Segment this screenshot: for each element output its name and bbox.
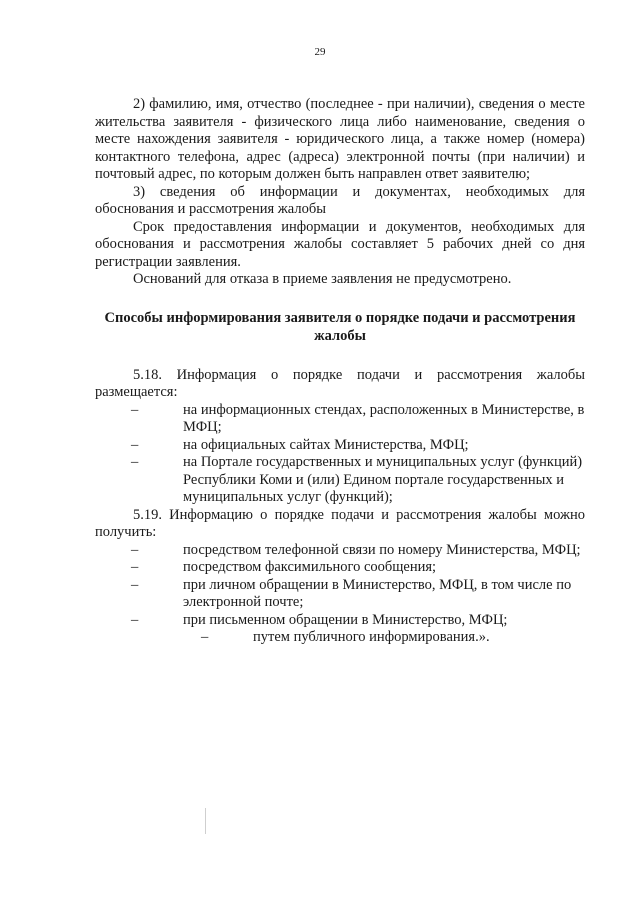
- list-item-text: на Портале государственных и муниципальных услуг (функций) Республики Коми и (или) Едином портале государственных и муниципальных услуг (функций);: [183, 454, 583, 505]
- dash-marker: –: [131, 611, 139, 628]
- list-item: [95, 577, 585, 612]
- section-title: Способы информирования заявителя о порядке подачи и рассмотрения жалобы: [104, 309, 576, 344]
- dash-marker: –: [201, 629, 209, 645]
- list-item: [95, 559, 585, 577]
- dash-marker: –: [131, 454, 139, 470]
- paragraph-deadline: Срок предоставления информации и документов, необходимых для обоснования и рассмотрения жалобы составляет 5 рабочих дней со дня регистрации заявления.: [95, 218, 585, 270]
- list-item: [95, 402, 585, 437]
- paragraph-information-documents: 3) сведения об информации и документах, необходимых для обоснования и рассмотрения жалобы: [95, 183, 585, 217]
- list-item: [95, 437, 585, 455]
- list-item-text: на информационных стендах, расположенных в Министерстве, в МФЦ;: [183, 401, 585, 435]
- paragraph-5-18: 5.18. Информация о порядке подачи и рассмотрения жалобы размещается:: [95, 366, 585, 400]
- scan-artifact: [205, 808, 206, 834]
- list-item: [95, 542, 585, 560]
- page-number: 29: [314, 46, 326, 58]
- dash-marker: –: [131, 401, 139, 418]
- list-item: [95, 454, 585, 507]
- list-item: [95, 612, 585, 630]
- list-item-text: посредством телефонной связи по номеру Министерства, МФЦ;: [183, 541, 581, 558]
- list-item-text: путем публичного информирования.».: [253, 629, 490, 645]
- document-body: [95, 96, 585, 647]
- list-item-text: на официальных сайтах Министерства, МФЦ;: [183, 436, 469, 453]
- list-item-text: при письменном обращении в Министерство, МФЦ;: [183, 611, 508, 628]
- dash-marker: –: [131, 576, 139, 593]
- paragraph-5-19: 5.19. Информацию о порядке подачи и рассмотрения жалобы можно получить:: [95, 506, 585, 540]
- dash-marker: –: [131, 541, 139, 558]
- dash-marker: –: [131, 559, 139, 575]
- list-item: [95, 629, 585, 647]
- list-item-text: при личном обращении в Министерство, МФЦ, в том числе по электронной почте;: [183, 576, 572, 610]
- paragraph-no-refusal: Оснований для отказа в приеме заявления не предусмотрено.: [133, 271, 512, 287]
- dash-marker: –: [131, 436, 139, 453]
- list-item-text: посредством факсимильного сообщения;: [183, 559, 437, 575]
- paragraph-applicant-details: 2) фамилию, имя, отчество (последнее - при наличии), сведения о месте жительства заявителя - физического лица либо наименование, сведения о месте нахождения заявителя - юридического лица, а также номер (номера) контактного телефона, адрес (адреса) электронной почты (при наличии) и почтовый адрес, по которым должен быть направлен ответ заявителю;: [95, 96, 585, 182]
